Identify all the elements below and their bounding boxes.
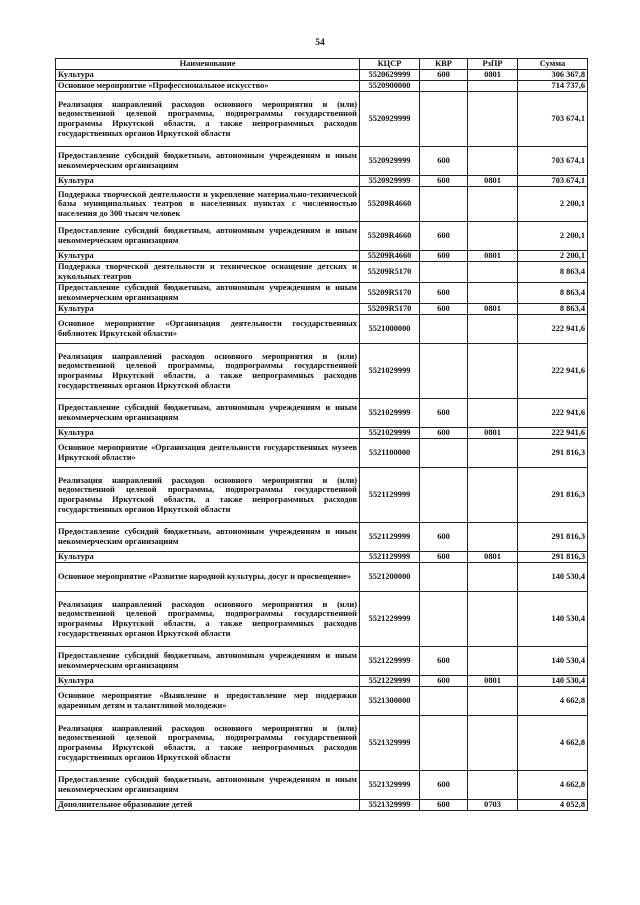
cell-kcsr: 55209R4660 (360, 187, 420, 222)
cell-sum: 4 662,8 (518, 771, 588, 800)
cell-name: Основное мероприятие «Организация деятельности государственных библиотек Иркутской области» (56, 315, 360, 344)
cell-kvr: 600 (420, 147, 468, 176)
cell-name: Предоставление субсидий бюджетным, автономным учреждениям и иным некоммерческим организациям (56, 147, 360, 176)
cell-name: Реализация направлений расходов основного мероприятия и (или) ведомственной целевой программы, подпрограммы государственной программы Иркутской области, а также непрограммных расходов государственных органов Иркутской области (56, 716, 360, 771)
cell-rzpr: 0801 (468, 552, 518, 563)
cell-name: Культура (56, 304, 360, 315)
cell-rzpr (468, 468, 518, 523)
cell-sum: 222 941,6 (518, 315, 588, 344)
cell-kvr: 600 (420, 283, 468, 304)
cell-rzpr (468, 262, 518, 283)
cell-kcsr: 55209R4660 (360, 251, 420, 262)
cell-name: Основное мероприятие «Выявление и предоставление мер поддержки одаренным детям и талантливой молодежи» (56, 687, 360, 716)
table-row (56, 552, 588, 563)
cell-kvr (420, 563, 468, 592)
cell-rzpr (468, 523, 518, 552)
table-row (56, 800, 588, 811)
cell-kvr: 600 (420, 552, 468, 563)
cell-sum: 222 941,6 (518, 399, 588, 428)
cell-rzpr: 0801 (468, 251, 518, 262)
cell-rzpr (468, 592, 518, 647)
cell-kcsr: 5520929999 (360, 92, 420, 147)
cell-kcsr: 5521329999 (360, 771, 420, 800)
cell-kvr: 600 (420, 222, 468, 251)
cell-rzpr: 0801 (468, 304, 518, 315)
cell-kvr (420, 344, 468, 399)
header-name: Наименование (56, 59, 360, 70)
header-kvr: КВР (420, 59, 468, 70)
table-row (56, 399, 588, 428)
cell-kvr: 600 (420, 428, 468, 439)
cell-sum: 222 941,6 (518, 428, 588, 439)
table-row (56, 344, 588, 399)
cell-name: Поддержка творческой деятельности и техническое оснащение детских и кукольных театров (56, 262, 360, 283)
cell-sum: 291 816,3 (518, 552, 588, 563)
cell-kcsr: 55209R5170 (360, 262, 420, 283)
cell-kvr: 600 (420, 70, 468, 81)
cell-sum: 4 052,8 (518, 800, 588, 811)
cell-kcsr: 5521329999 (360, 800, 420, 811)
cell-name: Реализация направлений расходов основного мероприятия и (или) ведомственной целевой программы, подпрограммы государственной программы Иркутской области, а также непрограммных расходов государственных органов Иркутской области (56, 344, 360, 399)
cell-kvr: 600 (420, 800, 468, 811)
cell-name: Культура (56, 552, 360, 563)
header-kcsr: КЦСР (360, 59, 420, 70)
cell-kcsr: 55209R5170 (360, 304, 420, 315)
cell-kcsr: 5521000000 (360, 315, 420, 344)
cell-sum: 703 674,1 (518, 92, 588, 147)
cell-sum: 140 530,4 (518, 563, 588, 592)
cell-rzpr (468, 92, 518, 147)
cell-name: Предоставление субсидий бюджетным, автономным учреждениям и иным некоммерческим организациям (56, 399, 360, 428)
table-row (56, 592, 588, 647)
cell-kcsr: 5521229999 (360, 592, 420, 647)
cell-rzpr (468, 716, 518, 771)
cell-rzpr: 0801 (468, 428, 518, 439)
cell-sum: 2 200,1 (518, 251, 588, 262)
cell-sum: 703 674,1 (518, 176, 588, 187)
page-number: 54 (315, 38, 325, 48)
table-row (56, 771, 588, 800)
cell-name: Основное мероприятие «Развитие народной культуры, досуг и просвещение» (56, 563, 360, 592)
table-row (56, 523, 588, 552)
cell-rzpr (468, 563, 518, 592)
cell-name: Предоставление субсидий бюджетным, автономным учреждениям и иным некоммерческим организациям (56, 647, 360, 676)
cell-kcsr: 5521100000 (360, 439, 420, 468)
cell-name: Культура (56, 428, 360, 439)
cell-kcsr: 5521329999 (360, 716, 420, 771)
cell-name: Основное мероприятие «Организация деятельности государственных музеев Иркутской области» (56, 439, 360, 468)
cell-kvr: 600 (420, 251, 468, 262)
cell-kcsr: 5521029999 (360, 428, 420, 439)
cell-kvr (420, 92, 468, 147)
cell-rzpr (468, 147, 518, 176)
cell-rzpr (468, 439, 518, 468)
cell-rzpr (468, 81, 518, 92)
table-row (56, 687, 588, 716)
cell-rzpr (468, 344, 518, 399)
cell-rzpr (468, 771, 518, 800)
cell-sum: 703 674,1 (518, 147, 588, 176)
cell-kvr: 600 (420, 176, 468, 187)
cell-sum: 714 737,6 (518, 81, 588, 92)
budget-table (55, 58, 588, 811)
cell-kvr: 600 (420, 771, 468, 800)
table-row (56, 304, 588, 315)
table-row (56, 222, 588, 251)
table-row (56, 251, 588, 262)
cell-kvr: 600 (420, 523, 468, 552)
cell-kcsr: 5521300000 (360, 687, 420, 716)
table-row (56, 81, 588, 92)
table-row (56, 647, 588, 676)
cell-kcsr: 55209R4660 (360, 222, 420, 251)
cell-sum: 291 816,3 (518, 468, 588, 523)
cell-name: Культура (56, 251, 360, 262)
cell-rzpr: 0801 (468, 70, 518, 81)
cell-rzpr (468, 222, 518, 251)
cell-kcsr: 5520929999 (360, 147, 420, 176)
cell-kcsr: 5520929999 (360, 176, 420, 187)
table-row (56, 147, 588, 176)
cell-name: Культура (56, 676, 360, 687)
table-body (56, 70, 588, 811)
header-rzpr: РзПР (468, 59, 518, 70)
table-row (56, 262, 588, 283)
table-row (56, 716, 588, 771)
cell-rzpr (468, 687, 518, 716)
cell-kvr (420, 187, 468, 222)
table-row (56, 315, 588, 344)
table-row (56, 468, 588, 523)
cell-kvr (420, 262, 468, 283)
cell-kvr (420, 716, 468, 771)
cell-name: Предоставление субсидий бюджетным, автономным учреждениям и иным некоммерческим организациям (56, 523, 360, 552)
table-row (56, 70, 588, 81)
cell-sum: 140 530,4 (518, 676, 588, 687)
cell-name: Предоставление субсидий бюджетным, автономным учреждениям и иным некоммерческим организациям (56, 283, 360, 304)
cell-kcsr: 5521200000 (360, 563, 420, 592)
cell-name: Реализация направлений расходов основного мероприятия и (или) ведомственной целевой программы, подпрограммы государственной программы Иркутской области, а также непрограммных расходов государственных органов Иркутской области (56, 592, 360, 647)
cell-name: Культура (56, 176, 360, 187)
cell-kcsr: 5521129999 (360, 523, 420, 552)
cell-kcsr: 5521129999 (360, 552, 420, 563)
table-row (56, 563, 588, 592)
cell-kcsr: 5521029999 (360, 344, 420, 399)
cell-name: Предоставление субсидий бюджетным, автономным учреждениям и иным некоммерческим организациям (56, 222, 360, 251)
cell-sum: 8 863,4 (518, 262, 588, 283)
cell-kcsr: 5520629999 (360, 70, 420, 81)
table-row (56, 283, 588, 304)
cell-sum: 8 863,4 (518, 283, 588, 304)
cell-name: Реализация направлений расходов основного мероприятия и (или) ведомственной целевой программы, подпрограммы государственной программы Иркутской области, а также непрограммных расходов государственных органов Иркутской области (56, 468, 360, 523)
cell-sum: 140 530,4 (518, 647, 588, 676)
cell-rzpr (468, 647, 518, 676)
cell-sum: 291 816,3 (518, 523, 588, 552)
cell-kvr: 600 (420, 676, 468, 687)
cell-kcsr: 55209R5170 (360, 283, 420, 304)
cell-name: Реализация направлений расходов основного мероприятия и (или) ведомственной целевой программы, подпрограммы государственной программы Иркутской области, а также непрограммных расходов государственных органов Иркутской области (56, 92, 360, 147)
cell-kcsr: 5520900000 (360, 81, 420, 92)
cell-kcsr: 5521129999 (360, 468, 420, 523)
cell-kcsr: 5521229999 (360, 647, 420, 676)
cell-sum: 306 367,8 (518, 70, 588, 81)
cell-kvr (420, 468, 468, 523)
table-row (56, 439, 588, 468)
cell-kvr (420, 81, 468, 92)
cell-name: Культура (56, 70, 360, 81)
cell-rzpr (468, 315, 518, 344)
cell-sum: 2 200,1 (518, 187, 588, 222)
table-row (56, 187, 588, 222)
table-row (56, 92, 588, 147)
cell-sum: 2 200,1 (518, 222, 588, 251)
cell-name: Основное мероприятие «Профессиональное искусство» (56, 81, 360, 92)
cell-kvr: 600 (420, 399, 468, 428)
cell-rzpr (468, 187, 518, 222)
table-row (56, 676, 588, 687)
cell-kcsr: 5521029999 (360, 399, 420, 428)
cell-rzpr: 0801 (468, 176, 518, 187)
cell-rzpr (468, 399, 518, 428)
cell-kvr (420, 315, 468, 344)
table-row (56, 176, 588, 187)
cell-sum: 4 662,8 (518, 716, 588, 771)
table-row (56, 428, 588, 439)
cell-sum: 140 530,4 (518, 592, 588, 647)
cell-sum: 222 941,6 (518, 344, 588, 399)
cell-kvr: 600 (420, 647, 468, 676)
cell-rzpr: 0703 (468, 800, 518, 811)
cell-name: Предоставление субсидий бюджетным, автономным учреждениям и иным некоммерческим организациям (56, 771, 360, 800)
table-header-row (56, 59, 588, 70)
header-sum: Сумма (518, 59, 588, 70)
cell-name: Поддержка творческой деятельности и укрепление материально-технической базы муниципальных театров в населенных пунктах с численностью населения до 300 тысяч человек (56, 187, 360, 222)
cell-rzpr: 0801 (468, 676, 518, 687)
cell-kvr (420, 687, 468, 716)
cell-kcsr: 5521229999 (360, 676, 420, 687)
cell-rzpr (468, 283, 518, 304)
cell-kvr: 600 (420, 304, 468, 315)
cell-kvr (420, 439, 468, 468)
cell-sum: 291 816,3 (518, 439, 588, 468)
cell-name: Дополнительное образование детей (56, 800, 360, 811)
cell-kvr (420, 592, 468, 647)
cell-sum: 8 863,4 (518, 304, 588, 315)
cell-sum: 4 662,8 (518, 687, 588, 716)
